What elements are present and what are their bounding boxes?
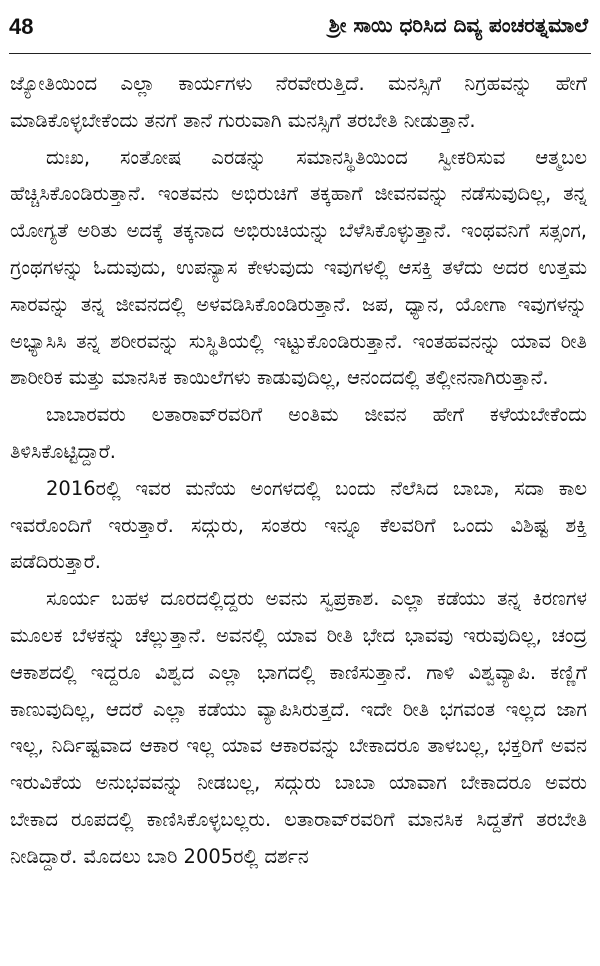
paragraph: ಸೂರ್ಯ ಬಹಳ ದೂರದಲ್ಲಿದ್ದರು ಅವನು ಸ್ವಪ್ರಕಾಶ. ಎಲ್ಲಾ ಕಡೆಯು ತನ್ನ ಕಿರಣಗಳ ಮೂಲಕ ಬೆಳಕನ್ನು ಚೆಲ್ಲುತ್ತಾನೆ. ಅವನಲ್ಲಿ ಯಾವ ರೀತಿ ಭೇದ ಭಾವವು ಇರುವುದಿಲ್ಲ, ಚಂದ್ರ ಆಕಾಶದಲ್ಲಿ ಇದ್ದರೂ ವಿಶ್ವದ ಎಲ್ಲಾ ಭಾಗದಲ್ಲಿ ಕಾಣಿಸುತ್ತಾನೆ. ಗಾಳಿ ವಿಶ್ವವ್ಯಾಪಿ. ಕಣ್ಣಿಗೆ ಕಾಣುವುದಿಲ್ಲ, ಆದರೆ ಎಲ್ಲಾ ಕಡೆಯು ವ್ಯಾಪಿಸಿರುತ್ತದೆ. ಇದೇ ರೀತಿ ಭಗವಂತ ಇಲ್ಲದ ಜಾಗ ಇಲ್ಲ, ನಿರ್ದಿಷ್ಟವಾದ ಆಕಾರ ಇಲ್ಲ ಯಾವ ಆಕಾರವನ್ನು ಬೇಕಾದರೂ ತಾಳಬಲ್ಲ, ಭಕ್ತರಿಗೆ ಅವನ ಇರುವಿಕೆಯ ಅನುಭವವನ್ನು ನೀಡಬಲ್ಲ, ಸದ್ಗುರು ಬಾಬಾ ಯಾವಾಗ ಬೇಕಾದರೂ ಅವರು ಬೇಕಾದ ರೂಪದಲ್ಲಿ ಕಾಣಿಸಿಕೊಳ್ಳಬಲ್ಲರು. ಲತಾರಾವ್‌ರವರಿಗೆ ಮಾನಸಿಕ ಸಿದ್ದತೆಗೆ ತರಬೇತಿ ನೀಡಿದ್ದಾರೆ. ಮೊದಲು ಬಾರಿ 2005ರಲ್ಲಿ ದರ್ಶನ <box>10 587 587 868</box>
page-number: 48 <box>9 14 34 39</box>
header-rule <box>9 53 591 54</box>
body-text <box>10 66 587 876</box>
paragraph: ದುಃಖ, ಸಂತೋಷ ಎರಡನ್ನು ಸಮಾನಸ್ಥಿತಿಯಿಂದ ಸ್ವೀಕರಿಸುವ ಆತ್ಮಬಲ ಹೆಚ್ಚಿಸಿಕೊಂಡಿರುತ್ತಾನೆ. ಇಂತವನು ಅಭಿರುಚಿಗೆ ತಕ್ಕಹಾಗೆ ಜೀವನವನ್ನು ನಡೆಸುವುದಿಲ್ಲ, ತನ್ನ ಯೋಗ್ಯತೆ ಅರಿತು ಅದಕ್ಕೆ ತಕ್ಕನಾದ ಅಭಿರುಚಿಯನ್ನು ಬೆಳೆಸಿಕೊಳ್ಳುತ್ತಾನೆ. ಇಂಥವನಿಗೆ ಸತ್ಸಂಗ, ಗ್ರಂಥಗಳನ್ನು ಓದುವುದು, ಉಪನ್ಯಾಸ ಕೇಳುವುದು ಇವುಗಳಲ್ಲಿ ಆಸಕ್ತಿ ತಳೆದು ಅದರ ಉತ್ತಮ ಸಾರವನ್ನು ತನ್ನ ಜೀವನದಲ್ಲಿ ಅಳವಡಿಸಿಕೊಂಡಿರುತ್ತಾನೆ. ಜಪ, ಧ್ಯಾನ, ಯೋಗಾ ಇವುಗಳನ್ನು ಅಭ್ಯಾಸಿಸಿ ತನ್ನ ಶರೀರವನ್ನು ಸುಸ್ಥಿತಿಯಲ್ಲಿ ಇಟ್ಟುಕೊಂಡಿರುತ್ತಾನೆ. ಇಂತಹವನನ್ನು ಯಾವ ರೀತಿ ಶಾರೀರಿಕ ಮತ್ತು ಮಾನಸಿಕ ಕಾಯಿಲೆಗಳು ಕಾಡುವುದಿಲ್ಲ, ಆನಂದದಲ್ಲಿ ತಲ್ಲೀನನಾಗಿರುತ್ತಾನೆ. <box>10 145 587 390</box>
running-title: ಶ್ರೀ ಸಾಯಿ ಧರಿಸಿದ ದಿವ್ಯ ಪಂಚರತ್ನಮಾಲೆ <box>328 13 588 37</box>
paragraph: ಜ್ಯೋತಿಯಿಂದ ಎಲ್ಲಾ ಕಾರ್ಯಗಳು ನೆರವೇರುತ್ತಿದೆ. ಮನಸ್ಸಿಗೆ ನಿಗ್ರಹವನ್ನು ಹೇಗೆ ಮಾಡಿಕೊಳ್ಳಬೇಕೆಂದು ತನಗೆ ತಾನೆ ಗುರುವಾಗಿ ಮನಸ್ಸಿಗೆ ತರಬೇತಿ ನೀಡುತ್ತಾನೆ. <box>10 72 587 132</box>
paragraph: 2016ರಲ್ಲಿ ಇವರ ಮನೆಯ ಅಂಗಳದಲ್ಲಿ ಬಂದು ನೆಲೆಸಿದ ಬಾಬಾ, ಸದಾ ಕಾಲ ಇವರೊಂದಿಗೆ ಇರುತ್ತಾರೆ. ಸದ್ಗುರು, ಸಂತರು ಇನ್ನೂ ಕೆಲವರಿಗೆ ಒಂದು ವಿಶಿಷ್ಟ ಶಕ್ತಿ ಪಡೆದಿರುತ್ತಾರೆ. <box>10 476 587 574</box>
paragraph: ಬಾಬಾರವರು ಲತಾರಾವ್‌ರವರಿಗೆ ಅಂತಿಮ ಜೀವನ ಹೇಗೆ ಕಳೆಯಬೇಕೆಂದು ತಿಳಿಸಿಕೊಟ್ಟಿದ್ದಾರೆ. <box>10 403 587 463</box>
page-header <box>9 8 588 50</box>
